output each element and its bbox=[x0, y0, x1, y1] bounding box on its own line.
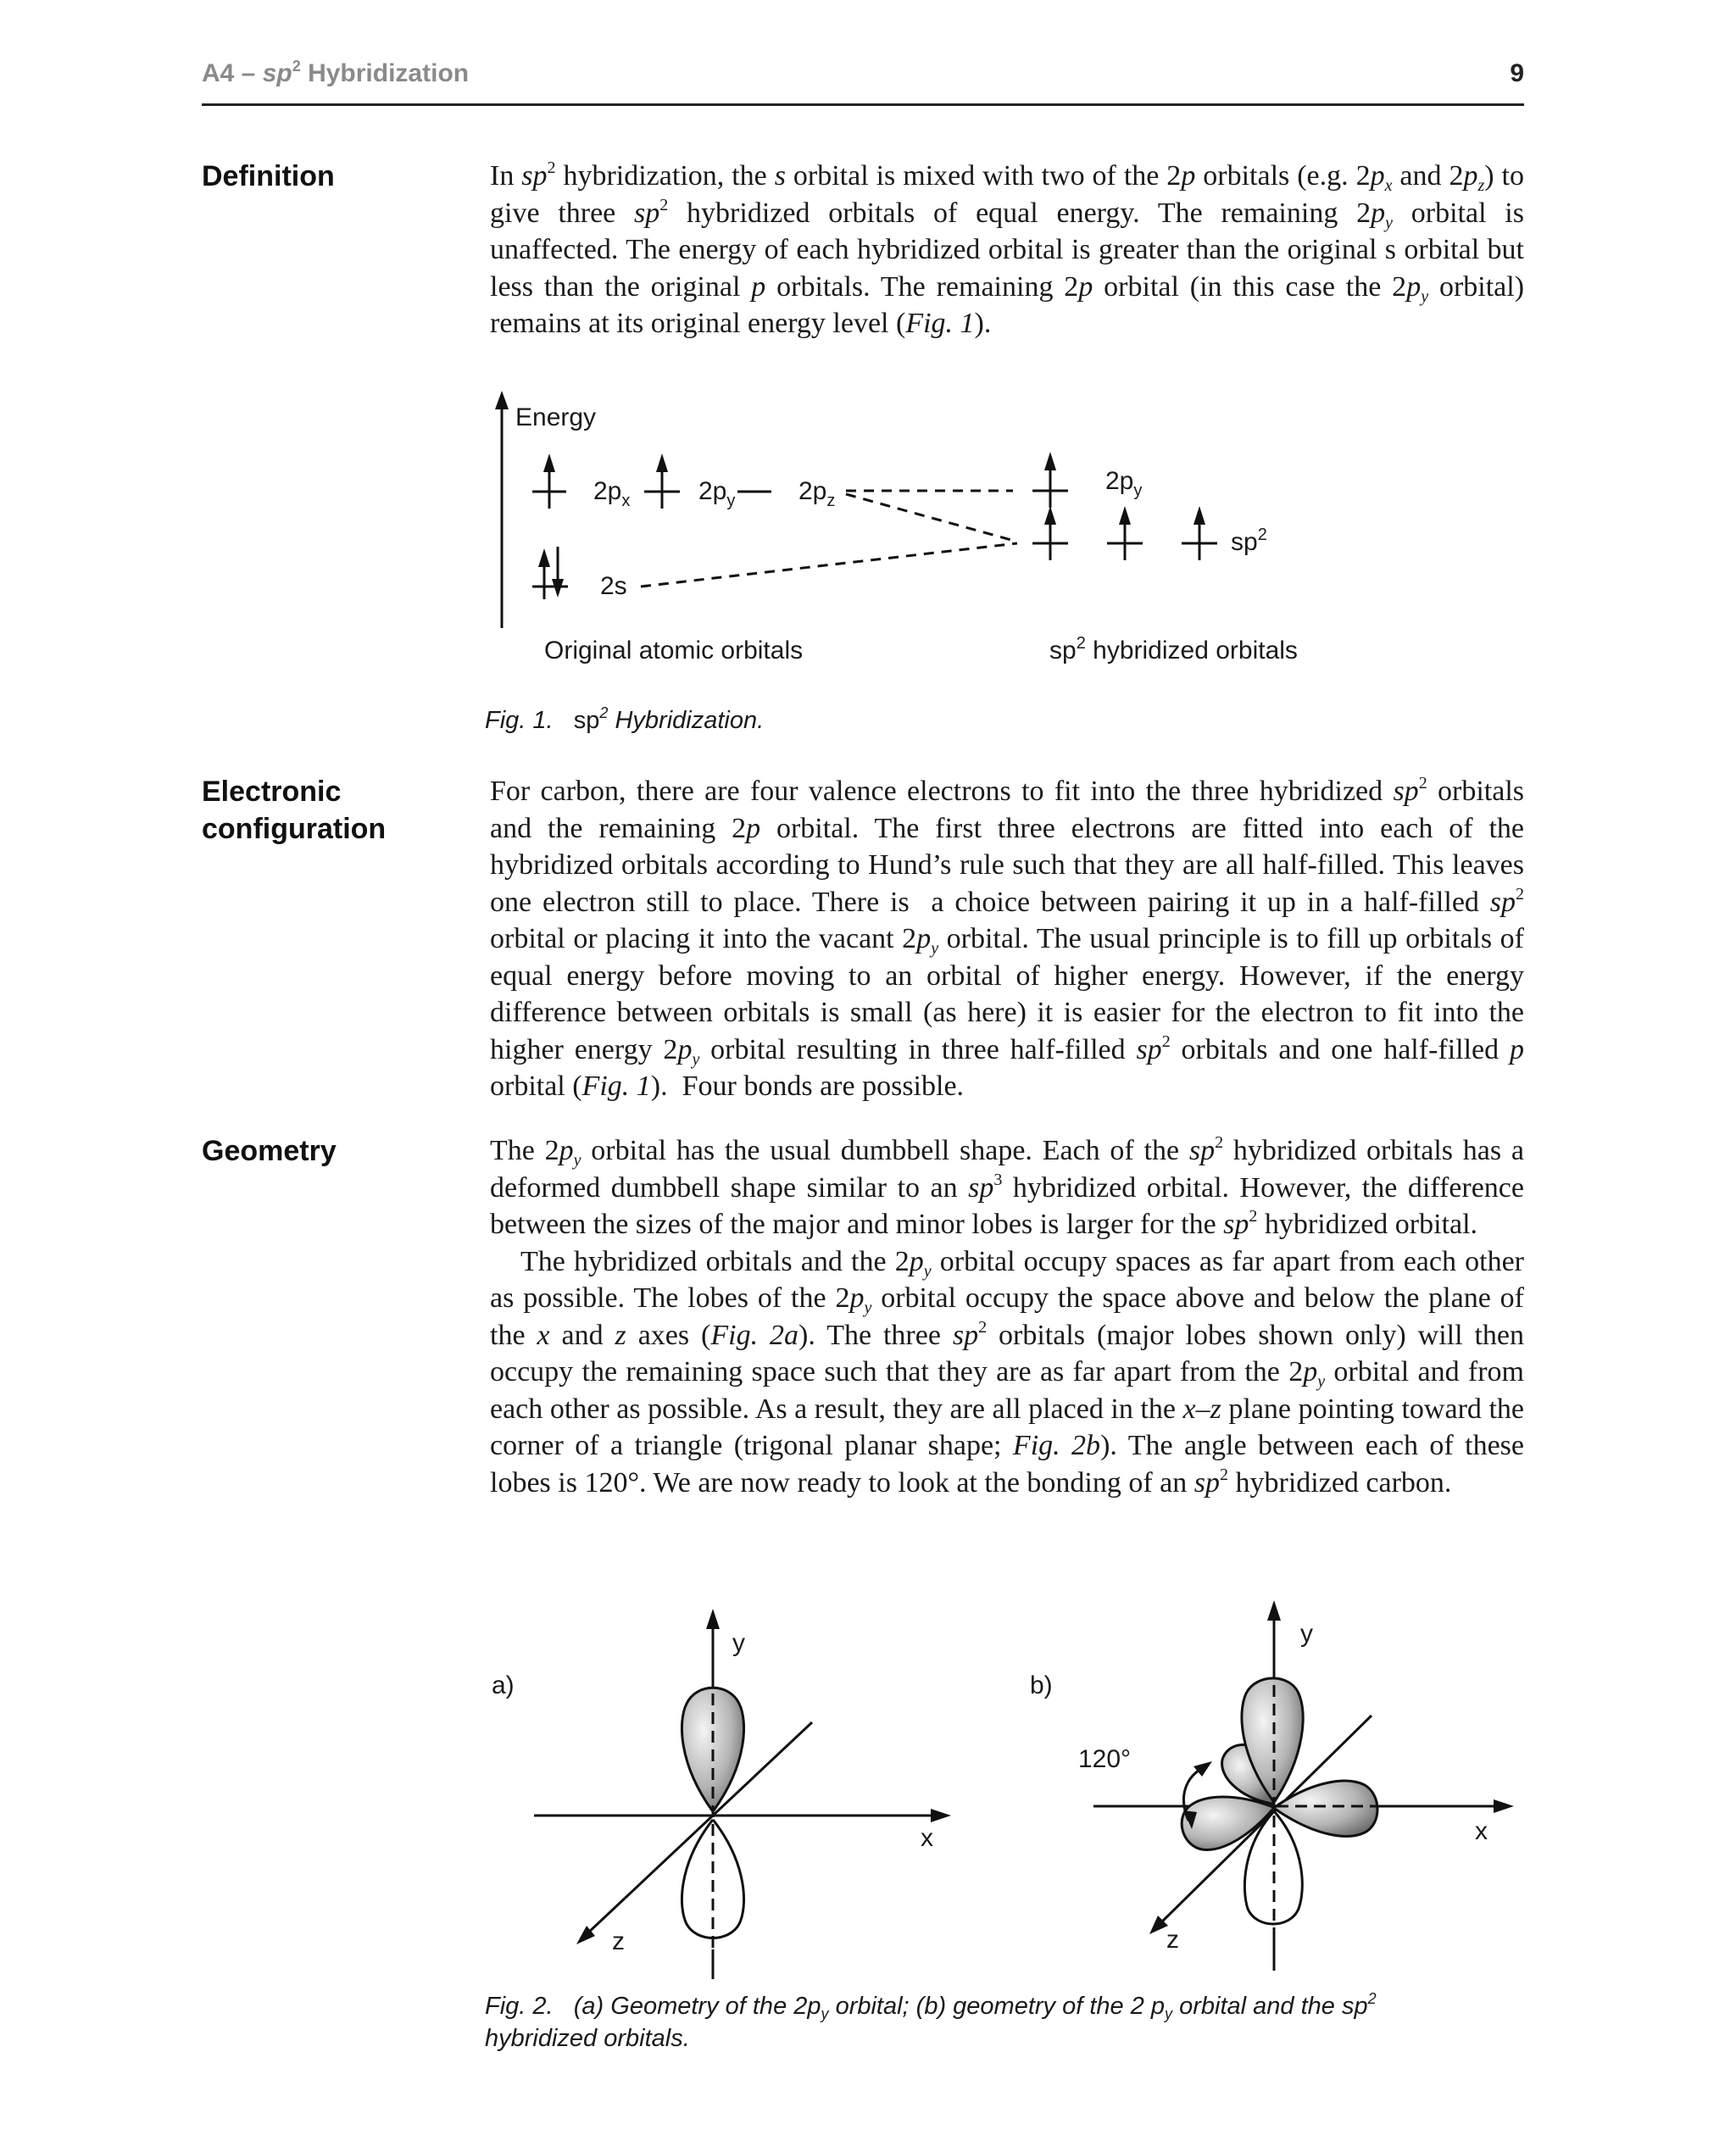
page-header bbox=[202, 54, 1524, 106]
panel-b-axis-z: z bbox=[1166, 1926, 1179, 1954]
hybridized-orbitals-label: $sp^2$ hybridized orbitals bbox=[1049, 634, 1298, 665]
electron-up-arrow bbox=[656, 453, 668, 472]
label-2px: $2p_x$ bbox=[593, 477, 631, 510]
figure-1-caption: Fig. 1. $sp^2$ Hybridization. bbox=[485, 704, 765, 734]
electronic-configuration-paragraph: For carbon, there are four valence electrons to fit into the three hybridized $sp^2$ orbitals and the remaining 2p orbital. The first three electrons are fitted into each of the hybridized orbitals according to Hund’s rule such that they are all half-filled. This leaves one electron still to place. There is a choice between pairing it up in a half-filled $sp^2$ orbital or placing it into the vacant $2p_y$ orbital. The usual principle is to fill up orbitals of equal energy before moving to an orbital of higher energy. However, if the energy difference between orbitals is small (as here) it is easier for the electron to fit into the higher energy $2p_y$ orbital resulting in three half-filled $sp^2$ orbitals and one half-filled p orbital (Fig. 1). Four bonds are possible. bbox=[490, 774, 1524, 1102]
x-axis-arrowhead bbox=[931, 1809, 951, 1822]
label-2s: 2s bbox=[600, 572, 627, 600]
angle-label: 120° bbox=[1078, 1745, 1132, 1773]
electron-up-arrow bbox=[1044, 452, 1056, 470]
panel-b-axis-x: x bbox=[1475, 1817, 1488, 1845]
figure-2-caption: Fig. 2. (a) Geometry of the $2p_y$ orbital; (b) geometry of the 2 $p_y$ orbital and the $sp^2$ hybridized orbitals. bbox=[485, 1990, 1377, 2052]
label-2py-right: $2p_y$ bbox=[1105, 467, 1143, 500]
figure-2-orbital-geometry bbox=[475, 1593, 1543, 1992]
sp2-orbitals bbox=[1032, 506, 1217, 560]
x-axis-arrowhead bbox=[1494, 1799, 1514, 1813]
label-2pz: $2p_z$ bbox=[798, 477, 836, 510]
panel-a-axis-z: z bbox=[612, 1927, 625, 1955]
orbital-2px bbox=[532, 453, 566, 509]
running-head: $A4 - sp^2$ Hybridization bbox=[202, 58, 470, 87]
panel-b-axis-y: y bbox=[1300, 1620, 1313, 1648]
energy-axis-arrowhead bbox=[495, 391, 509, 409]
panel-b-label: b) bbox=[1030, 1671, 1053, 1699]
geometry-heading: Geometry bbox=[202, 1135, 337, 1167]
y-axis-arrowhead bbox=[706, 1609, 720, 1629]
orbital-2py-right bbox=[1032, 452, 1068, 508]
panel-a-axis-y: y bbox=[732, 1629, 745, 1657]
energy-label: Energy bbox=[515, 403, 597, 431]
label-sp2: $sp^2$ bbox=[1231, 526, 1267, 556]
figure-1-energy-diagram bbox=[483, 386, 1331, 699]
panel-a-axis-x: x bbox=[921, 1824, 933, 1852]
geometry-paragraphs: The $2p_y$ orbital has the usual dumbbell shape. Each of the $sp^2$ hybridized orbitals has a deformed dumbbell shape similar to an $sp^3$ hybridized orbital. However, the difference between the sizes of the major and minor lobes is larger for the $sp^2$ hybridized orbital. The hybridized orbitals and the $2p_y$ orbital occupy spaces as far apart from each other as possible. The lobes of the $2p_y$ orbital occupy the space above and below the plane of the x and z axes (Fig. 2a). The three $sp^2$ orbitals (major lobes shown only) will then occupy the remaining space such that they are as far apart from the $2p_y$ orbital and from each other as possible. As a result, they are all placed in the x–z plane pointing toward the corner of a triangle (trigonal planar shape; Fig. 2b). The angle between each of these lobes is 120°. We are now ready to look at the bonding of an $sp^2$ hybridized carbon. bbox=[490, 1133, 1525, 1499]
definition-paragraph: In $sp^2$ hybridization, the s orbital is mixed with two of the 2p orbitals (e.g. $2p_x$ and $2p_z$) to give three $sp^2$ hybridized orbitals of equal energy. The remaining $2p_y$ orbital is unaffected. The energy of each hybridized orbital is greater than the original s orbital but less than the original p orbitals. The remaining 2p orbital (in this case the $2p_y$ orbital) remains at its original energy level (Fig. 1). bbox=[490, 158, 1525, 339]
panel-b bbox=[1093, 1600, 1514, 1971]
definition-heading: Definition bbox=[202, 160, 335, 192]
orbital-2py bbox=[644, 453, 680, 509]
original-orbitals-label: Original atomic orbitals bbox=[544, 637, 804, 665]
page-number: 9 bbox=[1510, 59, 1524, 87]
electron-up-arrow bbox=[538, 548, 550, 567]
orbital-2s bbox=[532, 547, 568, 599]
electron-up-arrow bbox=[543, 453, 555, 472]
electron-down-arrow bbox=[552, 579, 564, 598]
sp2-lobe-right bbox=[1275, 1781, 1377, 1836]
panel-a bbox=[534, 1609, 951, 1979]
label-2py: $2p_y$ bbox=[698, 477, 736, 510]
electronic-configuration-heading: Electronic configuration bbox=[202, 776, 387, 845]
y-axis-arrowhead bbox=[1267, 1600, 1281, 1621]
panel-a-label: a) bbox=[492, 1671, 515, 1699]
